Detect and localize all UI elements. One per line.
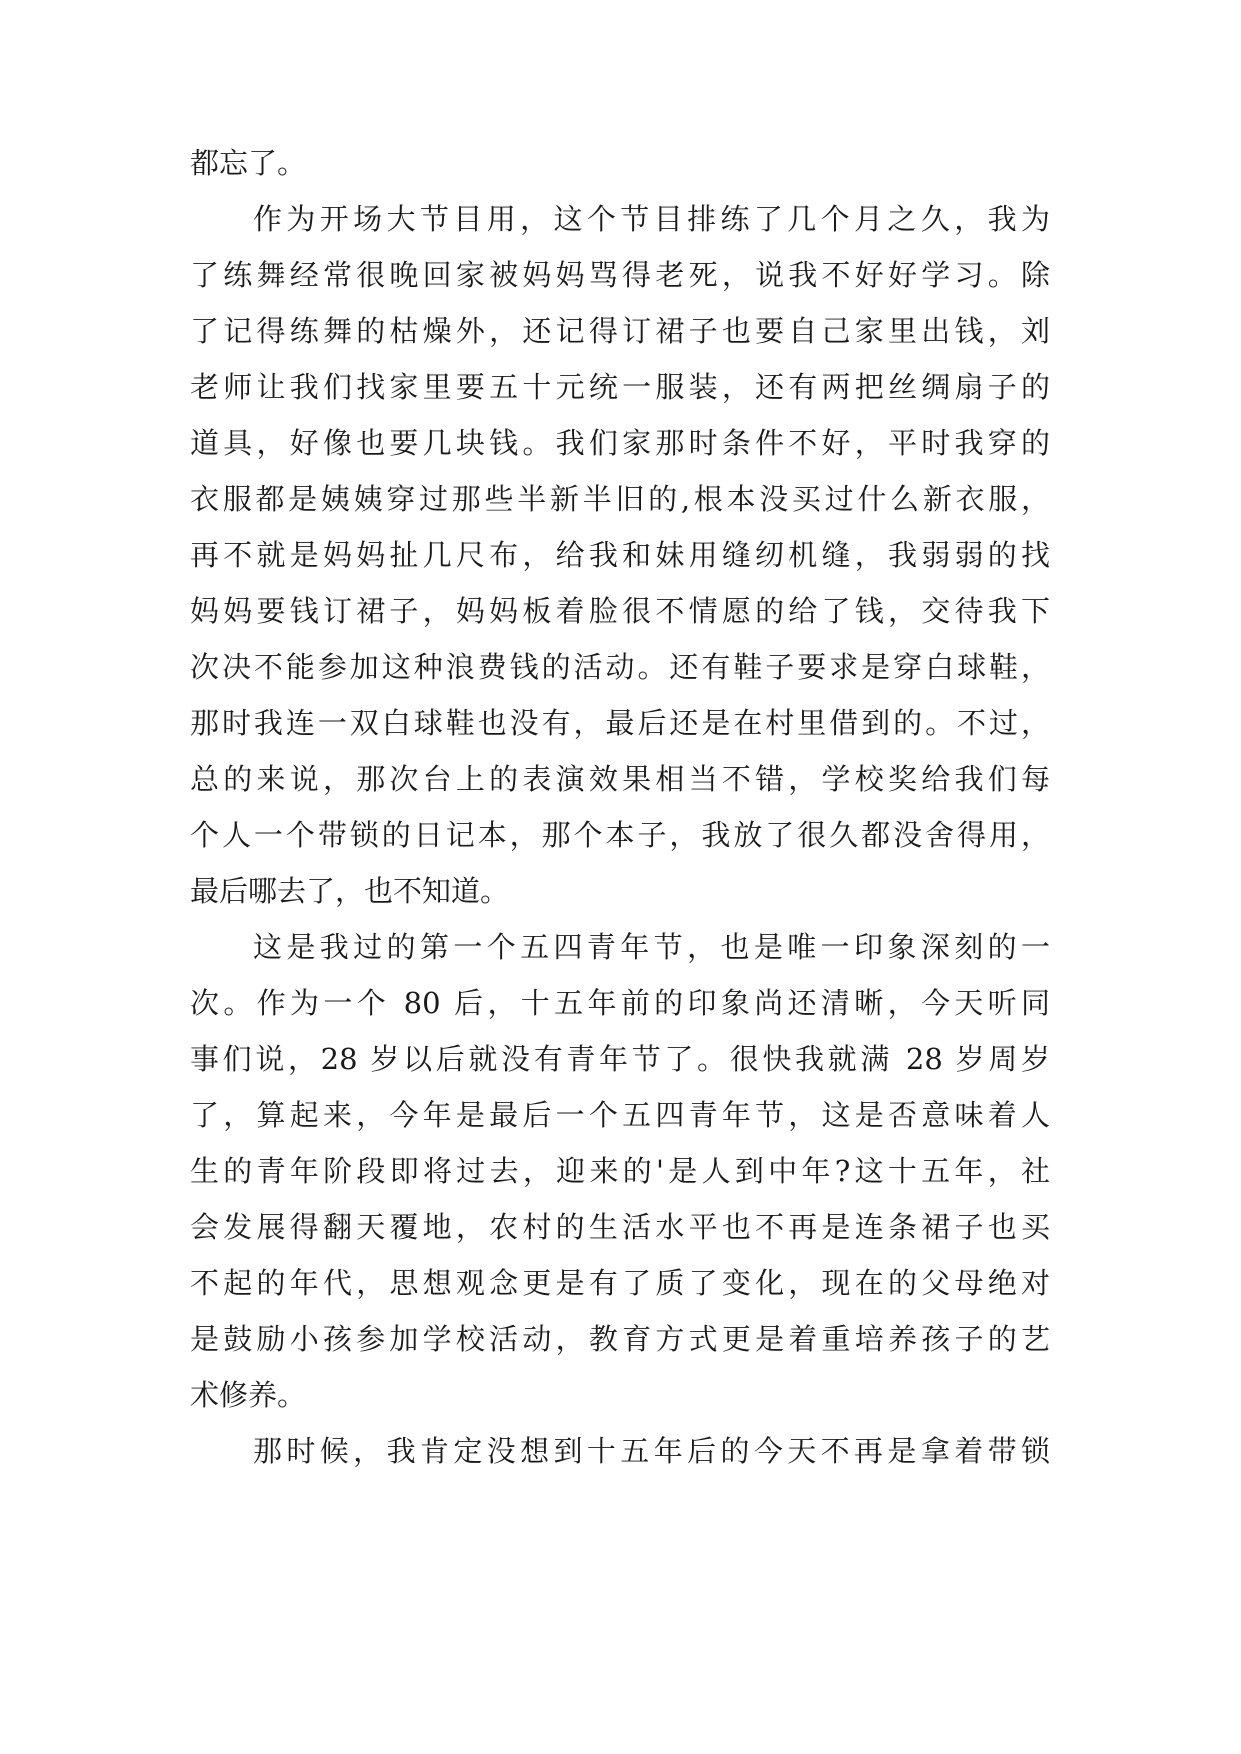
- text-line: 次决不能参加这种浪费钱的活动。还有鞋子要求是穿白球鞋，: [190, 650, 1050, 684]
- text-line: 道具，好像也要几块钱。我们家那时条件不好，平时我穿的: [190, 426, 1050, 460]
- paragraph-first-line: 这是我过的第一个五四青年节，也是唯一印象深刻的一: [253, 930, 1050, 964]
- text-line: 了记得练舞的枯燥外，还记得订裙子也要自己家里出钱，刘: [190, 314, 1050, 348]
- text-line: 生的青年阶段即将过去，迎来的'是人到中年?这十五年，社: [190, 1154, 1050, 1188]
- paragraph-first-line: 那时候，我肯定没想到十五年后的今天不再是拿着带锁: [253, 1434, 1050, 1468]
- text-line: 个人一个带锁的日记本，那个本子，我放了很久都没舍得用，: [190, 818, 1050, 852]
- text-line: 次。作为一个 80 后，十五年前的印象尚还清晰，今天听同: [190, 986, 1050, 1020]
- text-line: 那时我连一双白球鞋也没有，最后还是在村里借到的。不过，: [190, 706, 1050, 740]
- text-line: 了练舞经常很晚回家被妈妈骂得老死，说我不好好学习。除: [190, 258, 1050, 292]
- text-line: 衣服都是姨姨穿过那些半新半旧的,根本没买过什么新衣服，: [190, 482, 1050, 516]
- text-line: 是鼓励小孩参加学校活动，教育方式更是着重培养孩子的艺: [190, 1322, 1050, 1356]
- paragraph-first-line: 作为开场大节目用，这个节目排练了几个月之久，我为: [253, 202, 1050, 236]
- text-line: 事们说，28 岁以后就没有青年节了。很快我就满 28 岁周岁: [190, 1042, 1050, 1076]
- text-line: 了，算起来，今年是最后一个五四青年节，这是否意味着人: [190, 1098, 1050, 1132]
- text-line: 最后哪去了，也不知道。: [190, 874, 510, 908]
- text-line: 术修养。: [190, 1378, 307, 1412]
- text-line: 总的来说，那次台上的表演效果相当不错，学校奖给我们每: [190, 762, 1050, 796]
- text-line: 都忘了。: [190, 146, 307, 180]
- text-line: 妈妈要钱订裙子，妈妈板着脸很不情愿的给了钱，交待我下: [190, 594, 1050, 628]
- text-line: 不起的年代，思想观念更是有了质了变化，现在的父母绝对: [190, 1266, 1050, 1300]
- text-line: 老师让我们找家里要五十元统一服装，还有两把丝绸扇子的: [190, 370, 1050, 404]
- text-line: 再不就是妈妈扯几尺布，给我和妹用缝纫机缝，我弱弱的找: [190, 538, 1050, 572]
- text-line: 会发展得翻天覆地，农村的生活水平也不再是连条裙子也买: [190, 1210, 1050, 1244]
